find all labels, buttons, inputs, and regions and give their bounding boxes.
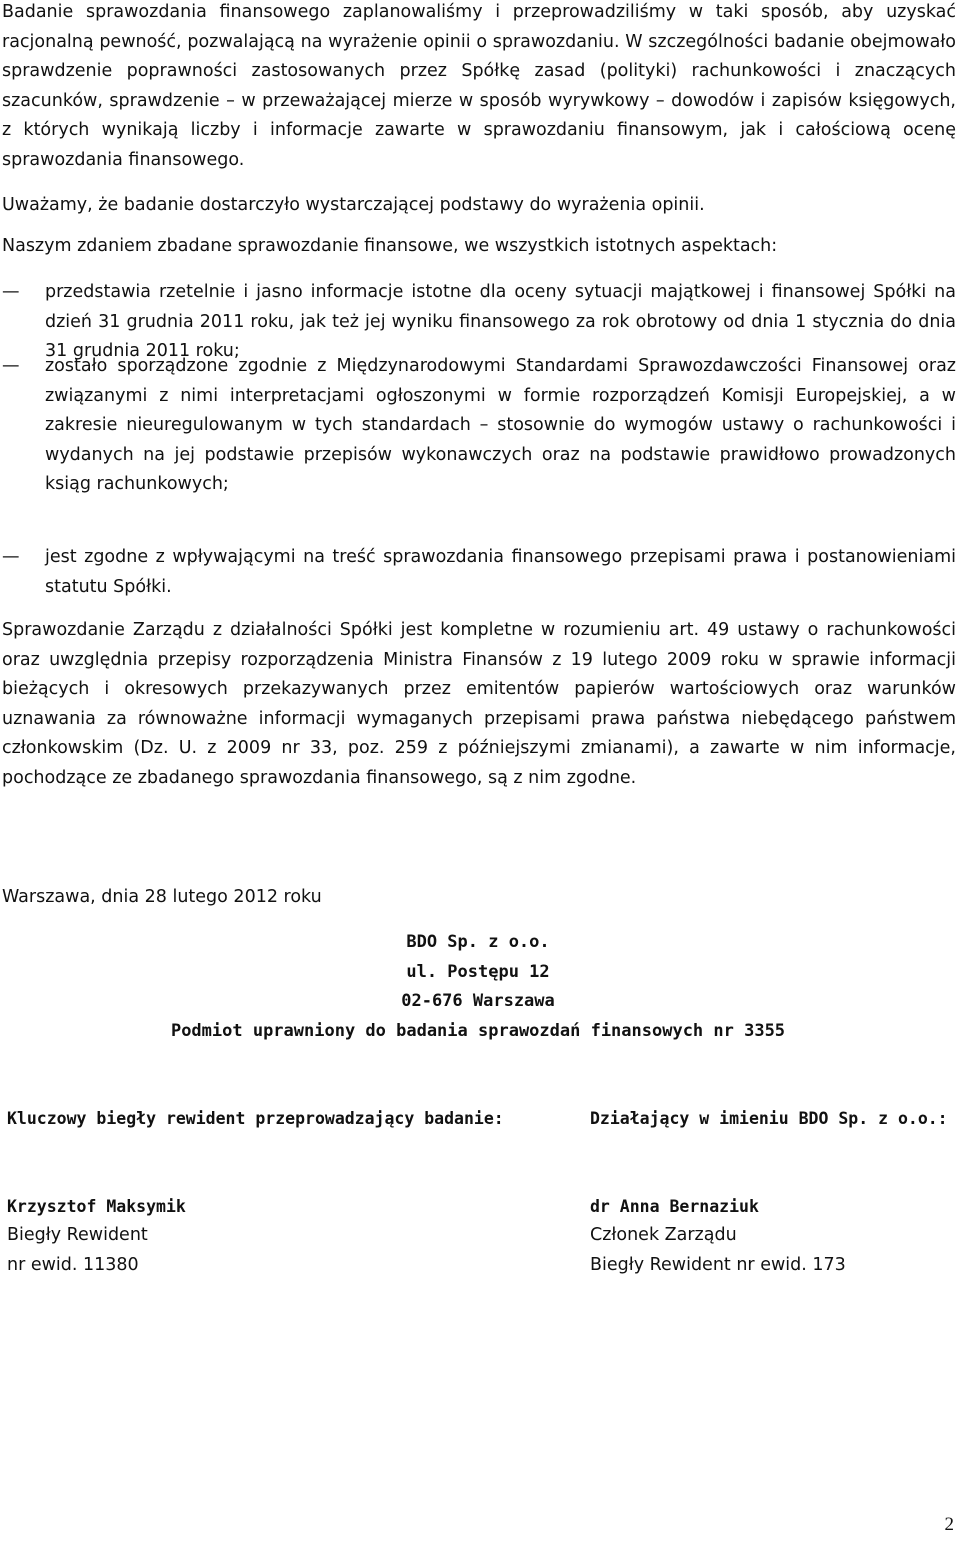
signatory-registration: nr ewid. 11380 — [7, 1254, 139, 1275]
signature-heading: Działający w imieniu BDO Sp. z o.o.: — [590, 1109, 948, 1128]
firm-city: 02-676 Warszawa — [401, 991, 555, 1012]
signatory-registration: Biegły Rewident nr ewid. 173 — [590, 1254, 846, 1275]
bullet-dash: — — [2, 282, 20, 302]
signatory-name: dr Anna Bernaziuk — [590, 1196, 759, 1216]
page-number: 2 — [944, 1514, 954, 1535]
firm-name: BDO Sp. z o.o. — [406, 932, 550, 952]
audit-firm-block — [0, 928, 956, 1046]
firm-street: ul. Postępu 12 — [406, 961, 550, 982]
opinion-bullet-text: zostało sporządzone zgodnie z Międzynarodowymi Standardami Sprawozdawczości Finansowej oraz związanymi z nimi interpretacjami ogłoszonymi w formie rozporządzeń Komisji Europejskiej, a w zakresie nieuregulowanym w tych standardach – stosownie do wymogów ustawy o rachunkowości i wydanych na jej podstawie przepisów wykonawczych oraz na podstawie prawidłowo prowadzonych ksiąg rachunkowych; — [45, 356, 956, 495]
basis-for-opinion-paragraph: Uważamy, że badanie dostarczyło wystarczającej podstawy do wyrażenia opinii. — [2, 195, 705, 215]
signatory-role: Biegły Rewident — [7, 1225, 148, 1246]
signatory-name: Krzysztof Maksymik — [7, 1196, 186, 1216]
firm-registration: Podmiot uprawniony do badania sprawozdań finansowych nr 3355 — [170, 1020, 786, 1041]
signature-heading: Kluczowy biegły rewident przeprowadzający badanie: — [7, 1109, 504, 1128]
signature-block-firm — [590, 1104, 960, 1280]
opinion-bullet-text: jest zgodne z wpływającymi na treść sprawozdania finansowego przepisami prawa i postanowieniami statutu Spółki. — [45, 547, 956, 597]
place-and-date: Warszawa, dnia 28 lutego 2012 roku — [2, 887, 322, 907]
opinion-intro-paragraph: Naszym zdaniem zbadane sprawozdanie finansowe, we wszystkich istotnych aspektach: — [2, 236, 778, 256]
bullet-dash: — — [2, 547, 20, 567]
signatory-role: Członek Zarządu — [590, 1225, 737, 1246]
opinion-bullet-text: przedstawia rzetelnie i jasno informacje istotne dla oceny sytuacji majątkowej i finansowej Spółki na dzień 31 grudnia 2011 roku, jak też jej wyniku finansowego za rok obrotowy od dnia 1 stycznia do dnia 31 grudnia 2011 roku; — [45, 282, 956, 362]
signature-block-auditor — [7, 1104, 567, 1280]
audit-scope-paragraph: Badanie sprawozdania finansowego zaplanowaliśmy i przeprowadziliśmy w taki sposób, aby uzyskać racjonalną pewność, pozwalającą na wyrażenie opinii o sprawozdaniu. W szczególności badanie obejmowało sprawdzenie poprawności zastosowanych przez Spółkę zasad (polityki) rachunkowości i znaczących szacunków, sprawdzenie – w przeważającej mierze w sposób wyrywkowy – dowodów i zapisów księgowych, z których wynikają liczby i informacje zawarte w sprawozdaniu finansowym, jak i całościową ocenę sprawozdania finansowego. — [2, 2, 956, 170]
bullet-dash: — — [2, 356, 20, 376]
management-report-paragraph: Sprawozdanie Zarządu z działalności Spółki jest kompletne w rozumieniu art. 49 ustawy o rachunkowości oraz uwzględnia przepisy rozporządzenia Ministra Finansów z 19 lutego 2009 roku w sprawie informacji bieżących i okresowych przekazywanych przez emitentów papierów wartościowych oraz warunków uznawania za równoważne informacji wymaganych przepisami prawa państwa niebędącego państwem członkowskim (Dz. U. z 2009 nr 33, poz. 259 z późniejszymi zmianami), a zawarte w nim informacje, pochodzące ze zbadanego sprawozdania finansowego, są z nim zgodne. — [2, 620, 956, 788]
